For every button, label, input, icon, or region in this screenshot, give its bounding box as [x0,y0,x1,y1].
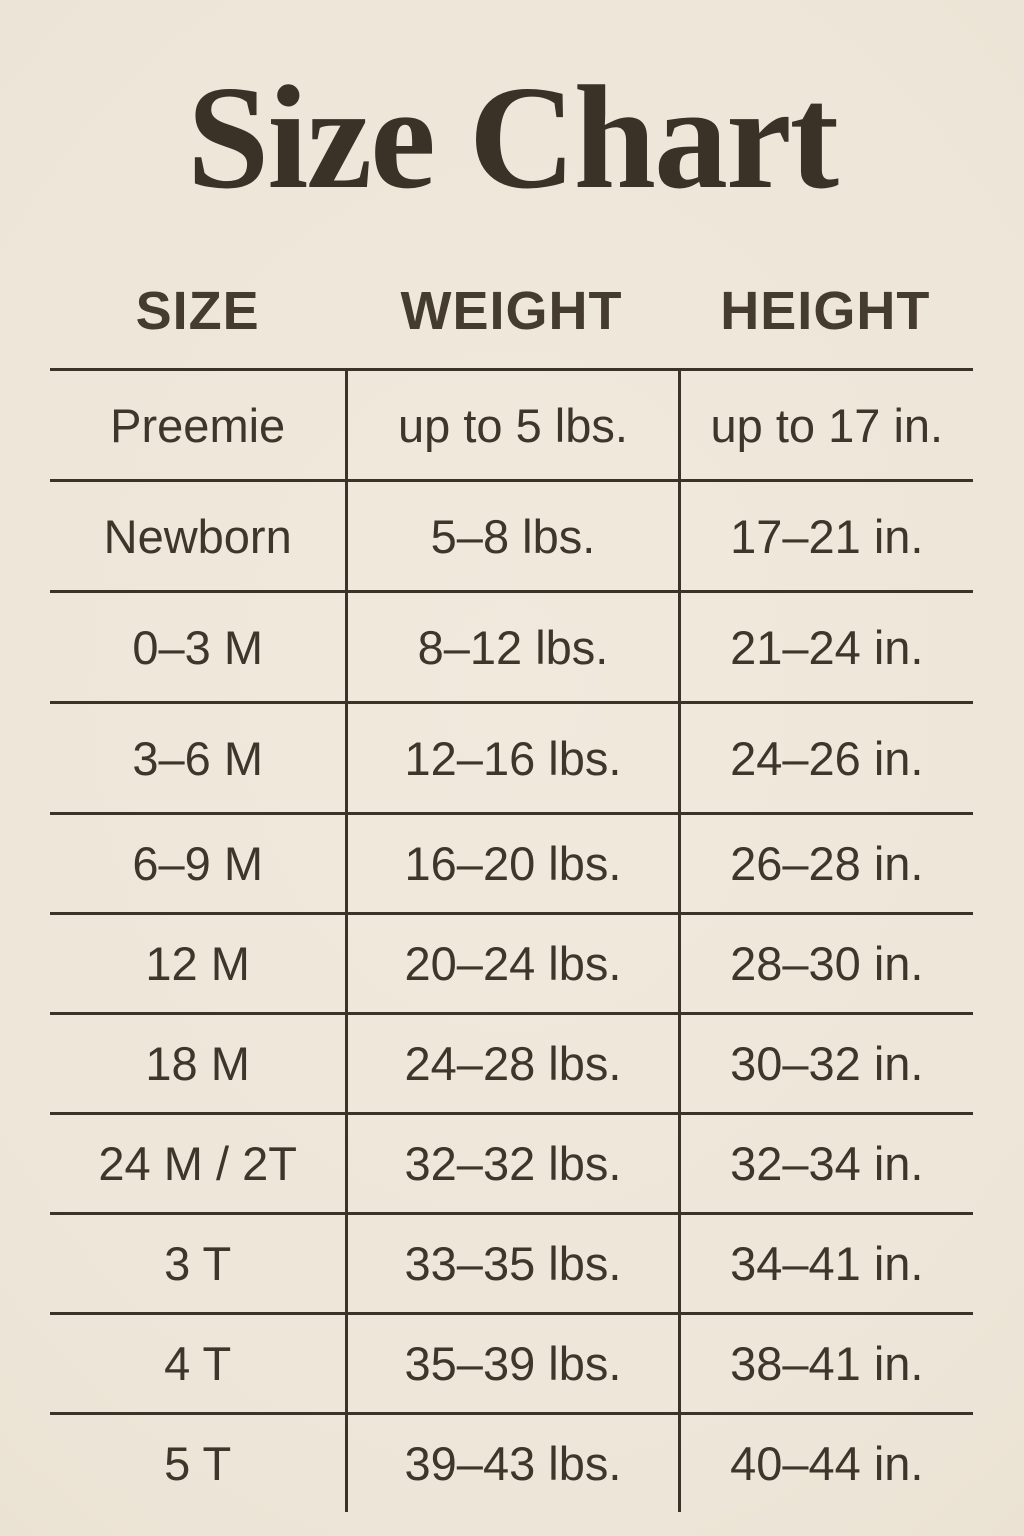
height-cell: 30–32 in. [678,1015,973,1112]
size-cell: Preemie [110,398,286,452]
height-cell: 38–41 in. [678,1315,973,1412]
table-row [50,701,973,812]
header-weight: WEIGHT [400,281,623,341]
height-cell: 21–24 in. [678,593,973,701]
weight-cell: 39–43 lbs. [345,1415,677,1512]
table-row [50,1412,973,1512]
size-cell: 12 M [145,937,250,990]
weight-cell: 16–20 lbs. [345,815,677,912]
size-cell: Newborn [103,509,292,563]
weight-cell: 33–35 lbs. [345,1215,677,1312]
header-size: SIZE [135,281,260,341]
height-cell: up to 17 in. [678,371,973,479]
height-cell: 34–41 in. [678,1215,973,1312]
table-row [50,1212,973,1312]
weight-cell: up to 5 lbs. [345,371,677,479]
weight-cell: 20–24 lbs. [345,915,677,1012]
height-cell: 28–30 in. [678,915,973,1012]
height-cell: 17–21 in. [678,482,973,590]
table-row [50,912,973,1012]
table-row [50,590,973,701]
table-row [50,1312,973,1412]
size-cell: 6–9 M [132,837,263,890]
height-cell: 24–26 in. [678,704,973,812]
size-cell: 3–6 M [132,731,263,785]
weight-cell: 12–16 lbs. [345,704,677,812]
table-row [50,479,973,590]
size-cell: 3 T [164,1237,232,1290]
weight-cell: 35–39 lbs. [345,1315,677,1412]
height-cell: 32–34 in. [678,1115,973,1212]
size-cell: 5 T [164,1437,232,1490]
table-header-row [50,266,973,356]
table-row [50,368,973,479]
page-title: Size Chart [187,56,837,220]
weight-cell: 5–8 lbs. [345,482,677,590]
weight-cell: 24–28 lbs. [345,1015,677,1112]
weight-cell: 8–12 lbs. [345,593,677,701]
weight-cell: 32–32 lbs. [345,1115,677,1212]
size-cell: 0–3 M [132,620,263,674]
table-row [50,1012,973,1112]
height-cell: 26–28 in. [678,815,973,912]
height-cell: 40–44 in. [678,1415,973,1512]
table-row [50,812,973,912]
size-cell: 4 T [164,1337,232,1390]
table-row [50,1112,973,1212]
header-height: HEIGHT [720,281,931,341]
size-cell: 24 M / 2T [98,1137,297,1190]
size-cell: 18 M [145,1037,250,1090]
size-table [50,368,973,1512]
